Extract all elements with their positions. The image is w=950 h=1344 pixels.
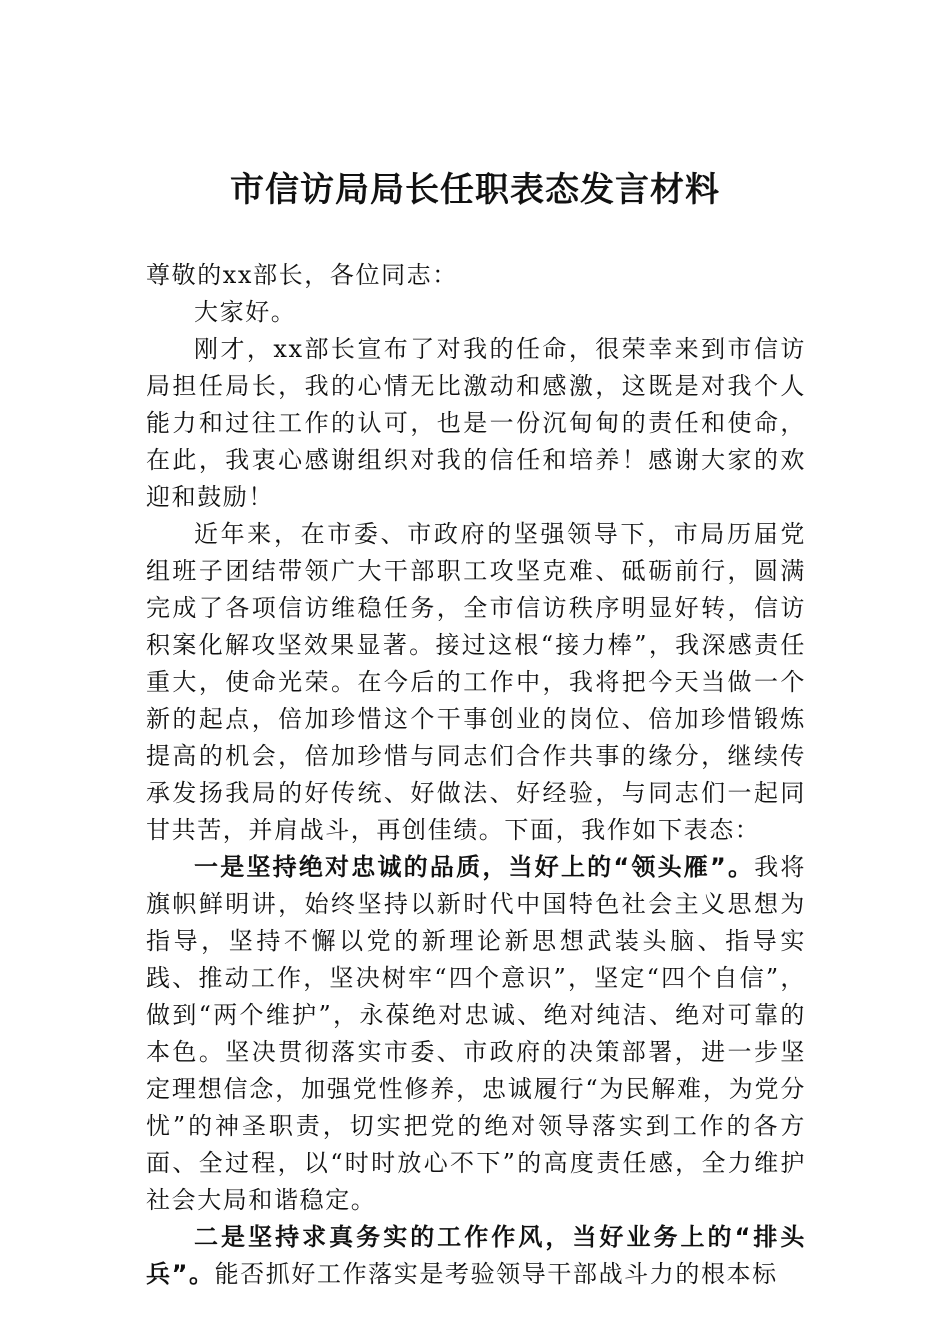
greeting: 大家好。 <box>194 298 297 326</box>
paragraph-point-one <box>146 849 806 1219</box>
document-body <box>146 257 806 1293</box>
salutation: 尊敬的xx部长，各位同志： <box>146 261 458 289</box>
point-two-heading: 二是坚持求真务实的工作作风，当好业务上的“排头兵”。 <box>146 1223 806 1288</box>
paragraph-appointment: 刚才，xx部长宣布了对我的任命，很荣幸来到市信访局担任局长，我的心情无比激动和感激，这既是对我个人能力和过往工作的认可，也是一份沉甸甸的责任和使命，在此，我衷心感谢组织对我的信任和培养！感谢大家的欢迎和鼓励！ <box>146 335 806 511</box>
point-one-heading: 一是坚持绝对忠诚的品质，当好上的“领头雁”。 <box>194 853 755 881</box>
paragraph-point-two <box>146 1219 806 1293</box>
document-title: 市信访局局长任职表态发言材料 <box>230 170 720 210</box>
point-one-body: 我将旗帜鲜明讲，始终坚持以新时代中国特色社会主义思想为指导，坚持不懈以党的新理论新思想武装头脑、指导实践、推动工作，坚决树牢“四个意识”，坚定“四个自信”，做到“两个维护”，永葆绝对忠诚、绝对纯洁、绝对可靠的本色。坚决贯彻落实市委、市政府的决策部署，进一步坚定理想信念，加强党性修养，忠诚履行“为民解难，为党分忧”的神圣职责，切实把党的绝对领导落实到工作的各方面、全过程，以“时时放心不下”的高度责任感，全力维护社会大局和谐稳定。 <box>146 853 806 1214</box>
paragraph-background: 近年来，在市委、市政府的坚强领导下，市局历届党组班子团结带领广大干部职工攻坚克难、砥砺前行，圆满完成了各项信访维稳任务，全市信访秩序明显好转，信访积案化解攻坚效果显著。接过这根“接力棒”，我深感责任重大，使命光荣。在今后的工作中，我将把今天当做一个新的起点，倍加珍惜这个干事创业的岗位、倍加珍惜锻炼提高的机会，倍加珍惜与同志们合作共事的缘分，继续传承发扬我局的好传统、好做法、好经验，与同志们一起同甘共苦，并肩战斗，再创佳绩。下面，我作如下表态： <box>146 520 806 844</box>
point-two-body: 能否抓好工作落实是考验领导干部战斗力的根本标 <box>214 1260 778 1288</box>
